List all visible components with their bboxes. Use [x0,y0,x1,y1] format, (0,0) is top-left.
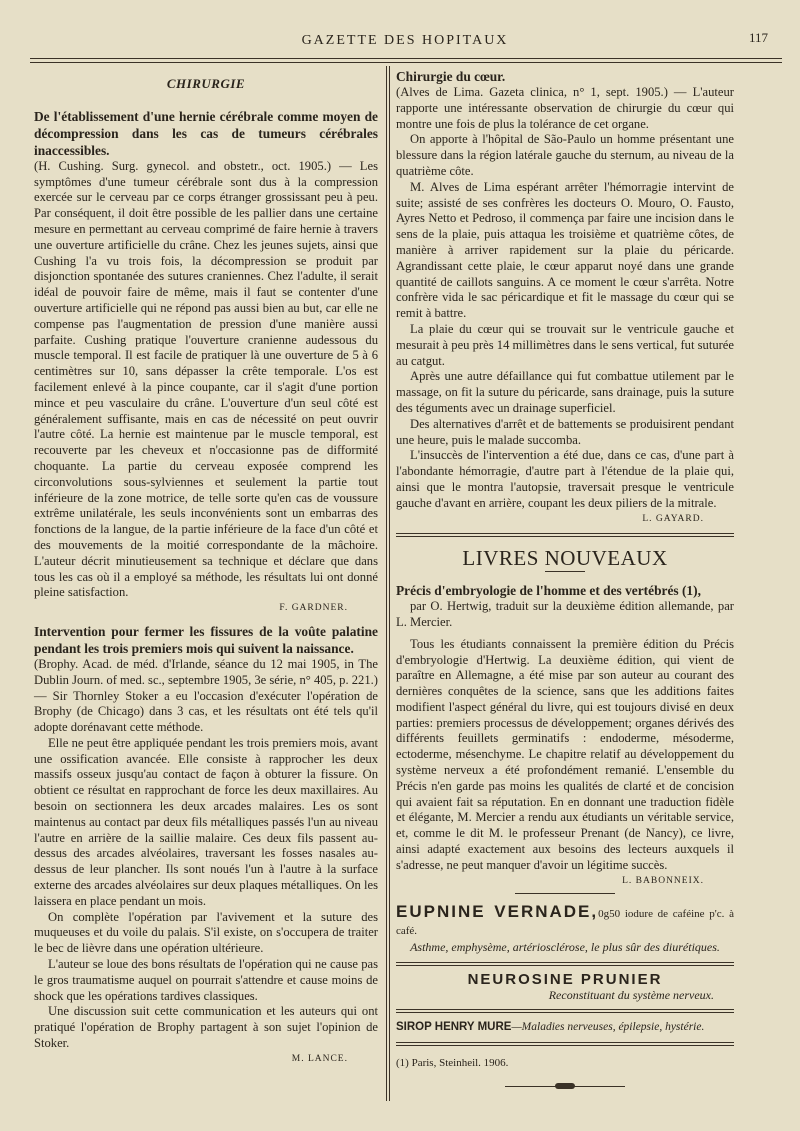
ornament-rule [505,1086,625,1087]
ornament-icon [555,1083,575,1089]
book-subtitle: par O. Hertwig, traduit sur la deuxième édition allemande, par L. Mercier. [396,599,734,629]
footnote: (1) Paris, Steinheil. 1906. [396,1057,509,1070]
article-paragraph: L'auteur se loue des bons résultats de l'opération qui ne cause pas le gros traumatisme auquel on pourrait s'attendre et cause moins de shock que les opérations tardives classiques. [34,957,378,1003]
column-divider [386,66,387,1101]
page-header [30,30,780,56]
right-column [396,68,734,1087]
header-rule-2 [30,62,782,63]
article-signature: M. LANCE. [291,1053,348,1064]
article-paragraph: La plaie du cœur qui se trouvait sur le ventricule gauche et mesurait à peu près 14 millimètres dans le sens vertical, fut suturée au catgut. [396,321,734,368]
livres-nouveaux-heading: LIVRES NOUVEAUX [462,546,668,571]
article-paragraph: L'insuccès de l'intervention a été due, dans ce cas, d'une part à l'abondante hémorragie, d'autre part à l'étendue de la plaie qui, ainsi que le montra l'autopsie, traversait presque le ventricule gauche d'avant en arrière, coupant les deux piliers de la mitrale. [396,448,734,510]
ad-eupnine [396,904,734,955]
article-paragraph: M. Alves de Lima espérant arrêter l'hémorragie intervint de suite; assisté de ses confrères les docteurs O. Mouro, O. Fausto, Ayres Netto et Pedroso, il commença par faire une incision dans le sens de la plaie, puis attaqua les troisième et quatrième côtes, de manière à arriver rapidement sur la plaie du péricarde. Agrandissant cette plaie, le cœur apparut noyé dans une grande quantité de caillots sanguins. A ce moment le cœur s'arrêta. Notre confrère vida le sac péricardique et fit le massage du cœur qui se remit à battre. [396,179,734,321]
header-rule [30,58,782,59]
ad-sirop [396,1019,734,1036]
article-paragraph: (Brophy. Acad. de méd. d'Irlande, séance du 12 mai 1905, in The Dublin Journ. of med. sc., septembre 1905, 3e série, n° 405, p. 221.) — Sir Thornley Stoker a eu l'occasion d'exécuter l'opération de Brophy (de Chicago) dans 3 cas, et les résultats ont été tels qu'il adopte dorénavant cette méthode. [34,656,378,735]
article-title: Intervention pour fermer les fissures de la voûte palatine pendant les trois premiers mois qui suivent la naissance. [34,623,378,656]
ad-divider [396,1009,734,1013]
section-title: CHIRURGIE [166,76,246,91]
article-title: Chirurgie du cœur. [396,69,506,84]
article-signature: F. GARDNER. [279,603,348,614]
ad-divider [396,1042,734,1046]
article-title: De l'établissement d'une hernie cérébrale comme moyen de décompression dans les cas de tumeurs cérébrales inaccessibles. [34,108,378,158]
ad-neurosine-name: NEUROSINE PRUNIER [467,970,663,988]
left-column [34,68,378,1068]
ad-sirop-tagline: —Maladies nerveuses, épilepsie, hystérie. [511,1021,705,1034]
ad-eupnine-name: EUPNINE VERNADE, [396,902,599,922]
page-number: 117 [748,30,768,45]
review-signature: L. BABONNEIX. [622,875,704,886]
article-paragraph: On complète l'opération par l'avivement et la suture des muqueuses et du voile du palais. S'il existe, on s'occupera de traiter le bec de lièvre dans une opération ultérieure. [34,909,378,956]
column-divider-2 [389,66,390,1101]
ad-eupnine-detail: 0g50 iodure de caféine p'c. à café. [396,908,734,938]
ad-eupnine-tagline: Asthme, emphysème, artériosclérose, le plus sûr des diurétiques. [410,940,720,955]
article-paragraph: Une discussion suit cette communication et les auteurs qui ont pratiqué l'opération de Brophy partagent à son sujet l'opinion de Stoker. [34,1004,378,1051]
article-paragraph: Après une autre défaillance qui fut combattue utilement par le massage, on fit la suture du péricarde, sans drainage, puis la suture des téguments avec un drainage superficiel. [396,369,734,415]
article-signature: L. GAYARD. [642,513,704,524]
ad-neurosine [396,972,734,1004]
article-paragraph: Des alternatives d'arrêt et de battements se produisirent pendant une heure, puis le malade succomba. [396,416,734,447]
ad-sirop-name: SIROP HENRY MURE [396,1021,512,1034]
article-paragraph: (Alves de Lima. Gazeta clinica, n° 1, sept. 1905.) — L'auteur rapporte une intéressante observation de chirurgie du cœur qui montre une fois de plus la tolérance de cet organe. [396,85,734,131]
journal-title: GAZETTE DES HOPITAUX [301,33,509,48]
ad-neurosine-tagline: Reconstituant du système nerveux. [548,987,714,1002]
book-review-paragraph: Tous les étudiants connaissent la première édition du Précis d'embryologie d'Hertwig. La deuxième édition, qui vient de paraître en Allemagne, a été mise par son auteur au courant des dernières conquêtes de la science, sans que les additions faites modifient l'aspect général du livre, qui est toujours divisé en deux parties: premiers processus de développement; organes dérivés des différents feuillets germinatifs : endoderme, mésoderme, ectoderme, mésenchyme. Le chapitre relatif au développement du système nerveux a été profondément remanié. L'ensemble du Précis n'en garde pas moins les qualités de clarté et de concision qui avaient fait sa réputation. En en donnant une traduction fidèle et élégante, M. Mercier a rendu aux étudiants un véritable service, et, comme le dit M. le professeur Prenant (de Nancy), ce livre, ainsi adapté exactement aux besoins des lecteurs auxquels il s'adresse, ne peut manquer d'avoir un légitime succès. [396,636,734,872]
article-paragraph: Elle ne peut être appliquée pendant les trois premiers mois, avant une ossification avancée. Elle consiste à rapprocher les deux massifs osseux jusqu'au contact de façon à obturer la fissure. On obtient ce résultat en rapprochant de force les deux maxillaires. Au besoin on sectionnera les deux arcades malaires. Les os sont maintenus au contact par deux fils métalliques passés l'un au niveau l'autre en arrière de la saillie malaire. Ces deux fils passent au-dessus des arcades alvéolaires, traversant les fosses nasales au-dessus de leur plancher. Ils sont noués l'un à l'autre à la surface externe des arcades alvéolaires sur deux plaques métalliques. On les laissera en place pendant un mois. [34,735,378,908]
book-title: Précis d'embryologie de l'homme et des vertébrés (1), [396,583,701,599]
ad-divider [396,962,734,966]
article-paragraph: On apporte à l'hôpital de São-Paulo un homme présentant une blessure dans la région latérale gauche du sternum, au niveau de la quatrième côte. [396,132,734,178]
article-paragraph: (H. Cushing. Surg. gynecol. and obstetr., oct. 1905.) — Les symptômes d'une tumeur cérébrale sont dus à la compression exercée sur le cerveau par ce corps étranger grossissant peu à peu. Par conséquent, il doit être possible de les pallier dans une certaine mesure en permettant au cerveau comprimé de faire hernie à travers une ouverture artificielle du crâne. Chez les jeunes sujets, ainsi que Cushing l'a vu trois fois, la décompression se produit par disjonction spontanée des sutures craniennes. Chez l'adulte, il serait idéal de pouvoir faire de même, mais il faut se contenter d'une ouverture artificielle qui ne répond pas aussi bien au but, car elle ne compense pas l'augmentation de pression d'une manière aussi parfaite. Cushing pratique l'ouverture cranienne audessous du muscle temporal. Il est facile de pratiquer là une ouverture de 5 à 6 centimètres sur 10, sans dépasser la crête temporale. L'os est facilement enlevé à la pince coupante, car il s'agit d'une portion mince et peu vasculaire du crâne. L'ouverture d'un seul côté est généralement suffisante, mais en cas de nécessité on peut ouvrir l'autre côté. La hernie est maintenue par le muscle temporal, est recouverte par les cheveux et n'occasionne pas de difformité choquante. La partie du cerveau exposée comprend les circonvolutions sous-sylviennes et seulement la partie tout inférieure de la zone motrice, de telle sorte qu'en cas de voussure extrême unilatérale, les seuls inconvénients sont un embarras des fonctions de la langue, de la partie inférieure de la face d'un côté et des mouvements de la moitié correspondante de la mâchoire. L'auteur décrit minutieusement sa technique et déclare que dans tous les cas où il a employé sa méthode, les résultats lui ont donné pleine satisfaction. [34,158,378,600]
section-divider [396,533,734,537]
short-divider [515,893,615,894]
short-divider [545,571,585,572]
